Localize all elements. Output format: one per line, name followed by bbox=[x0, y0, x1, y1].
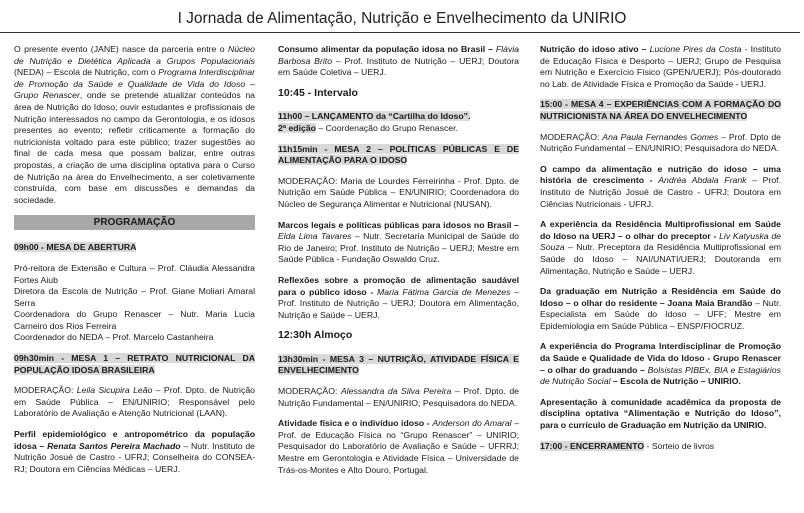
text-run: Marcos legais e políticas públicas para idosos no Brasil – bbox=[278, 219, 519, 230]
text-run: Nutrição do idoso ativo – bbox=[540, 44, 650, 54]
text-run: – Nutr. Instituto de Nutrição Josué de Castro - UFRJ; Conselheira do CONSEA-RJ; Doutora em Ciências Médicas – UERJ. bbox=[14, 440, 256, 474]
text-run: MODERAÇÃO: bbox=[278, 386, 341, 397]
text-run: , onde se pretende atualizar conteúdos na área de Nutrição do Idoso; ouvir estudantes e profissionais de Nutrição interessados no campo da Gerontologia, e os idosos presentes ao evento; refletir criticamente a formação do nutricionista voltado para este público; trazer sugestões ao final de cada mesa que possam balizar, entre outras propostas, a criação de uma disciplina optativa para o Curso de Nutrição na área do Envelhecimento, a ser coletivamente construída, com base em discussões e demandas da sociedade. bbox=[14, 90, 255, 205]
text-run: Ana Paula Fernandes Gomes bbox=[602, 131, 719, 142]
text-run: 09h30min - MESA 1 – RETRATO NUTRICIONAL DA POPULAÇÃO IDOSA BRASILEIRA bbox=[14, 353, 255, 375]
text-run: Lucione Pires da Costa bbox=[649, 44, 742, 54]
text-run: 12:30h Almoço bbox=[278, 329, 353, 342]
paragraph bbox=[540, 397, 781, 432]
paragraph bbox=[14, 385, 255, 420]
text-run: 11h15min - MESA 2 – POLÍTICAS PÚBLICAS E DE ALIMENTAÇÃO PARA O IDOSO bbox=[278, 143, 519, 166]
paragraph bbox=[540, 44, 781, 90]
text-run: Alessandra da Silva Pereira bbox=[340, 386, 452, 397]
text-run: MODERAÇÃO: bbox=[540, 131, 603, 142]
section-banner bbox=[14, 215, 255, 230]
paragraph bbox=[540, 441, 781, 453]
text-run: – Prof. Dpto de Nutrição Fundamental – EN/UNIRIO; Pesquisadora do NEDA. bbox=[540, 131, 781, 154]
text-run: Elda Lima Tavares bbox=[278, 231, 352, 242]
text-run: – Prof. Dpto. de Nutrição Fundamental – EN/UNIRIO; Pesquisadora do NEDA. bbox=[278, 386, 520, 408]
text-run: – Escola de Nutrição – UNIRIO. bbox=[610, 376, 741, 387]
session-heading bbox=[278, 354, 519, 377]
text-run: 10:45 - Intervalo bbox=[278, 86, 358, 99]
text-run: Reflexões sobre a promoção de alimentação saudável para o público idoso - bbox=[278, 274, 519, 297]
text-run: – Prof. Instituto de Nutrição Josué de Castro - UFRJ; Doutora em Ciências Nutricionais - UFRJ. bbox=[540, 175, 781, 209]
text-run: A experiência do Programa Interdisciplinar de Promoção da Saúde e Qualidade de Vida do Idoso - Grupo Renascer – o olhar do graduando – bbox=[540, 341, 781, 375]
text-run: Núcleo de Nutrição e Dietética Aplicada a Grupos Populacionais bbox=[14, 44, 255, 66]
session-heading bbox=[14, 242, 255, 254]
text-run: – Coordenação do Grupo Renascer. bbox=[315, 122, 458, 133]
text-run: Leila Sicupira Leão bbox=[76, 385, 153, 396]
text-run: Atividade física e o indivíduo idoso - bbox=[278, 418, 433, 429]
program-line bbox=[14, 263, 255, 286]
program-line bbox=[14, 286, 255, 309]
text-run: Maria Fátima Garcia de Menezes bbox=[377, 286, 511, 297]
document-title: I Jornada de Alimentação, Nutrição e Envelhecimento da UNIRIO bbox=[177, 10, 627, 27]
paragraph bbox=[14, 332, 255, 344]
text-run: 13h30min - MESA 3 – NUTRIÇÃO, ATIVIDADE FÍSICA E ENVELHECIMENTO bbox=[278, 353, 519, 376]
text-run: - Sorteio de livros bbox=[644, 440, 715, 451]
text-run: PROGRAMAÇÃO bbox=[93, 217, 176, 229]
text-run: Diretora da Escola de Nutrição – Prof. Giane Moliari Amaral Serra bbox=[14, 286, 255, 308]
paragraph bbox=[278, 44, 519, 79]
paragraph bbox=[540, 219, 781, 277]
text-run: Programa Interdisciplinar de Promoção da Saúde e Qualidade de Vida do Idoso – Grupo Renascer bbox=[14, 67, 255, 101]
text-run: 15:00 - MESA 4 – EXPERIÊNCIAS COM A FORMAÇÃO DO NUTRICIONISTA NA ÁREA DO ENVELHECIMENTO bbox=[540, 99, 781, 121]
paragraph bbox=[14, 429, 255, 475]
paragraph bbox=[278, 123, 519, 135]
paragraph bbox=[278, 386, 519, 409]
text-run: 11h00 – LANÇAMENTO da “Cartilha do Idoso”. bbox=[278, 111, 471, 122]
paragraph bbox=[540, 164, 781, 210]
text-run: 2ª edição bbox=[278, 122, 316, 133]
text-run: O campo da alimentação e nutrição do idoso – uma história de crescimento - bbox=[540, 163, 781, 186]
text-run: – Nutr. Preceptora da Residência Multiprofissional em Saúde do Idoso – NAI/UNATI/UERJ; Doutoranda em Alimentação, Nutrição e Saúde – UERJ. bbox=[540, 242, 781, 276]
text-run: – Nutr. Especialista em Saúde do Idoso – UFF; Mestre em Epidemiologia em Saúde Pública – ENSP/FIOCRUZ. bbox=[540, 297, 782, 331]
text-run: Consumo alimentar da população idosa no Brasil – bbox=[278, 44, 496, 54]
paragraph bbox=[278, 220, 519, 266]
program-line bbox=[278, 111, 519, 123]
text-run: – Prof. Dpto. de Nutrição em Saúde Pública – EN/UNIRIO; Responsável pelo Laboratório de Avaliação e Atenção Nutricional (LAAN). bbox=[14, 385, 255, 419]
program-line bbox=[14, 309, 255, 332]
session-heading bbox=[278, 144, 519, 167]
text-run: 09h00 - MESA DE ABERTURA bbox=[14, 242, 137, 253]
text-run: Bolsistas PIBEx, BIA e Estagiários de Nutrição Social bbox=[540, 364, 781, 387]
text-run: Anderson do Amaral bbox=[432, 418, 512, 429]
text-run: MODERAÇÃO: Maria de Lourdes Ferreirinha - Prof. Dpto. de Nutrição em Saúde Pública – EN/UNIRIO; Coordenadora do Núcleo de Segurança Alimentar e Nutricional (NUSAN). bbox=[278, 175, 519, 209]
text-run: (NEDA) – Escola de Nutrição, com o bbox=[14, 67, 159, 78]
paragraph bbox=[278, 275, 519, 321]
text-run: O presente evento (JANE) nasce da parceria entre o bbox=[14, 44, 228, 54]
text-run: - Instituto de Educação Física e Desporto – UERJ; Grupo de Pesquisa em Nutrição e Exercício Físico (GPEN/UERJ); Pós-doutorado no Lab. de Atividade Física e Promoção da Saúde - UERJ. bbox=[540, 44, 781, 89]
paragraph bbox=[14, 44, 255, 206]
session-heading bbox=[14, 353, 255, 376]
column-right bbox=[540, 44, 781, 461]
text-run: Andréa Abdala Frank bbox=[658, 175, 747, 186]
text-run: – Prof. Instituto de Nutrição – UERJ; Doutora em Saúde Coletiva – UERJ. bbox=[278, 55, 520, 78]
text-run: MODERAÇÃO: bbox=[14, 385, 77, 396]
paragraph bbox=[540, 132, 781, 155]
text-run: Coordenador do NEDA – Prof. Marcelo Castanheira bbox=[14, 332, 214, 343]
text-run: Flávia Barbosa Brito bbox=[278, 44, 519, 66]
session-heading bbox=[540, 99, 781, 122]
text-run: 17:00 - ENCERRAMENTO bbox=[540, 440, 645, 451]
text-run: Apresentação à comunidade acadêmica da proposta de disciplina optativa “Alimentação e Nutrição do Idoso”, para o currículo de Graduação em Nutrição da UNIRIO. bbox=[540, 396, 781, 431]
text-run: – Prof. Instituto de Nutrição – UERJ; Doutora em Alimentação, Nutrição e Saúde – UERJ. bbox=[278, 286, 520, 320]
title-divider bbox=[0, 32, 800, 33]
text-run: Renata Santos Pereira Machado bbox=[47, 440, 181, 451]
text-run: – Nutr. Secretaria Municipal de Saúde do Rio de Janeiro; Prof. Instituto de Nutrição – UERJ; Mestre em Saúde Pública - Fundação Oswaldo Cruz. bbox=[278, 231, 519, 265]
paragraph bbox=[540, 341, 781, 387]
column-left bbox=[14, 44, 255, 484]
text-run: Pró-reitora de Extensão e Cultura – Prof. Cláudia Alessandra Fortes Aiub bbox=[14, 262, 255, 285]
text-run: – Prof. de Educação Física no “Grupo Renascer” – UNIRIO; Pesquisador do Laboratório de Avaliação e Saúde – UFRRJ; Mestre em Gerontologia e Atividade Física – Universidade de Trás-os-Montes e Alto Douro, Portugal. bbox=[278, 418, 520, 475]
column-middle bbox=[278, 44, 519, 485]
text-run: Liv Katyuska de Souza bbox=[540, 230, 781, 253]
text-run: A experiência da Residência Multiprofissional em Saúde do Idoso na UERJ – o olhar do preceptor - bbox=[540, 219, 781, 241]
break-heading bbox=[278, 330, 519, 342]
paragraph bbox=[278, 418, 519, 476]
text-run: Da graduação em Nutrição a Residência em Saúde do Idoso – o olhar do residente – Joana Maia Brandão bbox=[540, 286, 781, 308]
text-run: Perfil epidemiológico e antropométrico da população idosa – bbox=[14, 429, 255, 451]
break-heading bbox=[278, 88, 519, 100]
text-run: Coordenadora do Grupo Renascer – Nutr. Maria Lucia Carneiro dos Rios Ferreira bbox=[14, 309, 255, 331]
paragraph bbox=[540, 286, 781, 332]
paragraph bbox=[278, 176, 519, 211]
